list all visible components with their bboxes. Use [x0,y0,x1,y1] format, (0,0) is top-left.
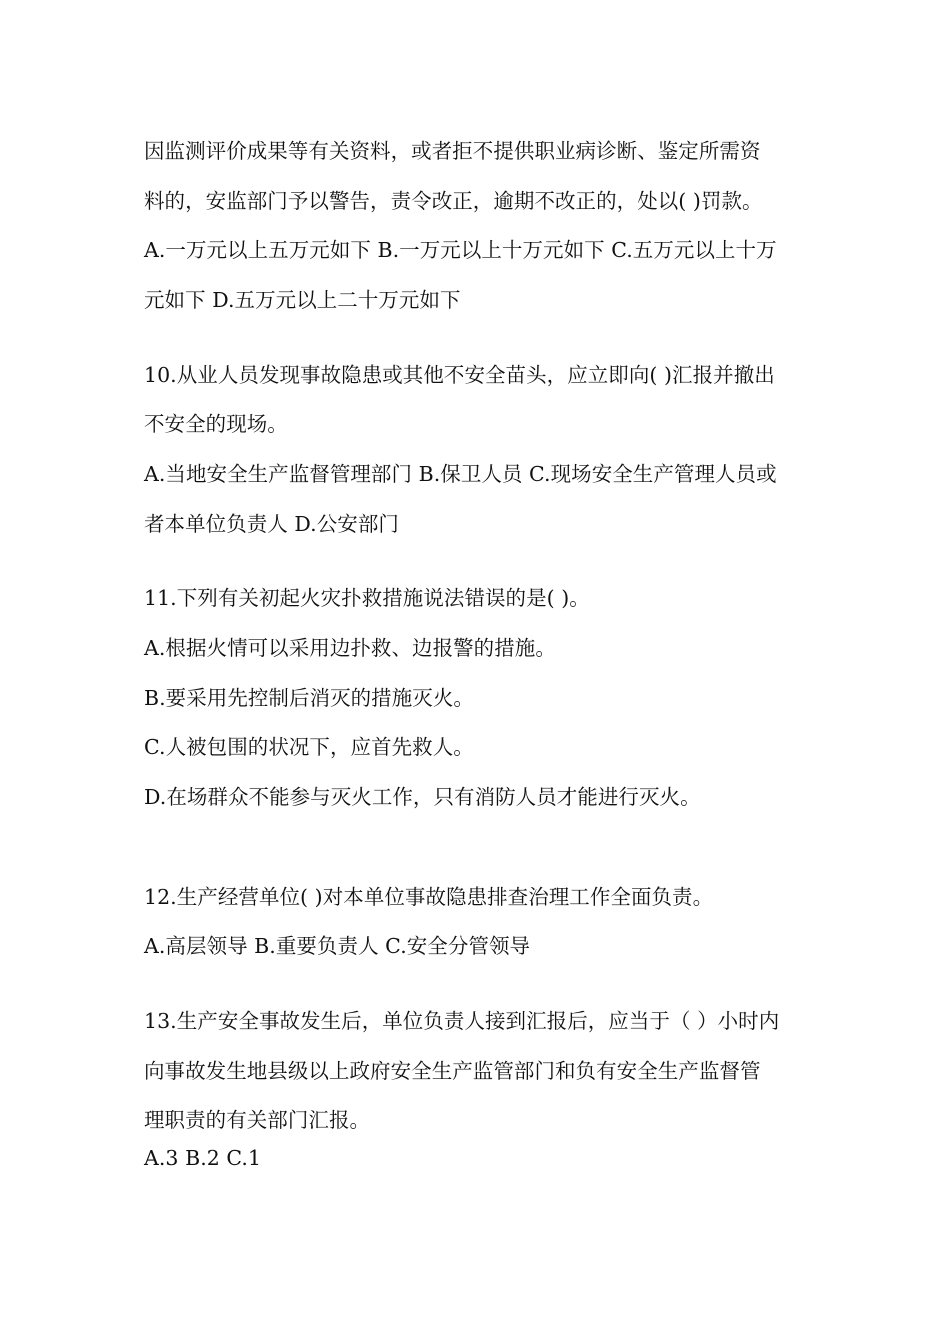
question-10-text-line-1: 10.从业人员发现事故隐患或其他不安全苗头，应立即向( )汇报并撤出 [144,363,775,387]
question-9-options-line-1: A.一万元以上五万元如下 B.一万元以上十万元如下 C.五万元以上十万 [144,238,777,262]
question-11-option-d: D.在场群众不能参与灭火工作，只有消防人员才能进行灭火。 [144,785,701,809]
question-11-option-c: C.人被包围的状况下，应首先救人。 [144,735,474,759]
question-13-text-line-3: 理职责的有关部门汇报。 [144,1108,371,1132]
question-13-options: A.3 B.2 C.1 [144,1146,262,1170]
question-9-text-line-2: 料的，安监部门予以警告，责令改正，逾期不改正的，处以( )罚款。 [144,189,763,213]
question-13-text-line-2: 向事故发生地县级以上政府安全生产监管部门和负有安全生产监督管 [144,1059,761,1083]
question-13-text-line-1: 13.生产安全事故发生后，单位负责人接到汇报后，应当于（ ）小时内 [144,1009,780,1033]
question-9-options-line-2: 元如下 D.五万元以上二十万元如下 [144,288,461,312]
question-11-option-b: B.要采用先控制后消灭的措施灭火。 [144,686,474,710]
question-11-text: 11.下列有关初起火灾扑救措施说法错误的是( )。 [144,586,590,610]
question-10-text-line-2: 不安全的现场。 [144,412,288,436]
question-12-text: 12.生产经营单位( )对本单位事故隐患排查治理工作全面负责。 [144,885,714,909]
question-12-options: A.高层领导 B.重要负责人 C.安全分管领导 [144,934,531,958]
question-10-options-line-2: 者本单位负责人 D.公安部门 [144,512,399,536]
question-11-option-a: A.根据火情可以采用边扑救、边报警的措施。 [144,636,556,660]
question-9-text-line-1: 因监测评价成果等有关资料，或者拒不提供职业病诊断、鉴定所需资 [144,139,761,163]
question-10-options-line-1: A.当地安全生产监督管理部门 B.保卫人员 C.现场安全生产管理人员或 [144,462,777,486]
